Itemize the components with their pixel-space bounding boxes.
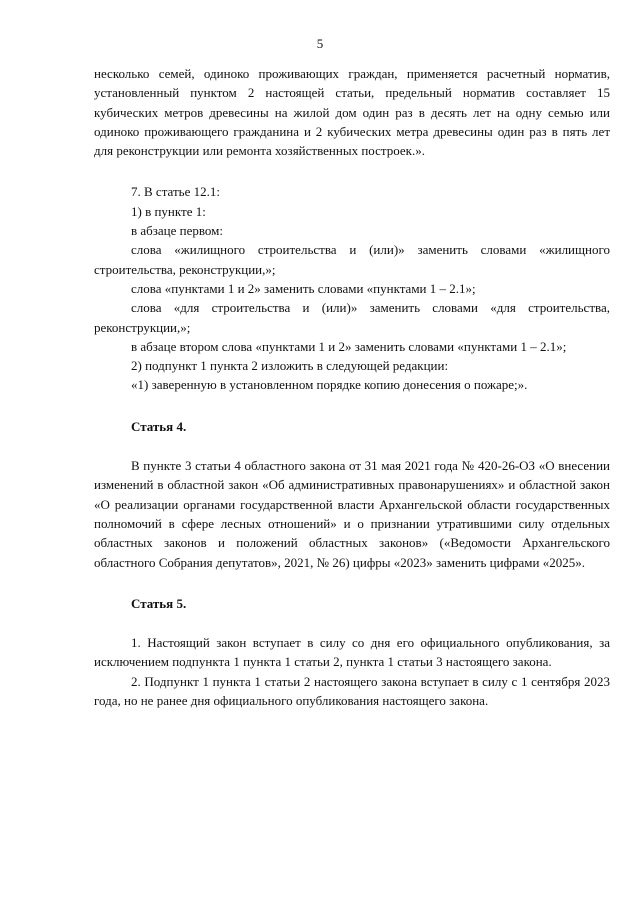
- paragraph-item-7: 7. В статье 12.1:: [131, 184, 220, 200]
- paragraph-first-abzats: в абзаце первом:: [131, 223, 224, 239]
- paragraph-continuation: несколько семей, одиноко проживающих граждан, применяется расчетный норматив, установленный пунктом 2 настоящей статьи, предельный норматив составляет 15 кубических метров древесины на жилой дом один раз в десять лет на одну семью или одиноко проживающего гражданина и 2 кубических метра древесины один раз в пять лет для реконструкции или ремонта хозяйственных построек.».: [94, 66, 610, 159]
- article-4-text: В пункте 3 статьи 4 областного закона от 31 мая 2021 года № 420-26-ОЗ «О внесении изменений в областной закон «Об административных правонарушениях» и областной закон «О реализации органами государственной власти Архангельской области государственных полномочий в сфере лесных отношений» и о признании утратившими силу отдельных областных законов и положений областных законов» («Ведомости Архангельского областного Собрания депутатов», 2021, № 26) цифры «2023» заменить цифрами «2025».: [94, 458, 610, 570]
- spacer: [94, 395, 610, 417]
- spacer: [94, 436, 610, 456]
- paragraph-subitem-1: 1) в пункте 1:: [131, 203, 206, 219]
- article-5-item-1: 1. Настоящий закон вступает в силу со дня его официального опубликования, за исключением подпункта 1 пункта 1 статьи 2, пункта 1 статьи 3 настоящего закона.: [94, 635, 610, 670]
- article-5-heading: Статья 5.: [131, 595, 187, 611]
- paragraph-subitem-2: 2) подпункт 1 пункта 2 изложить в следующей редакции:: [131, 358, 449, 374]
- document-body: [94, 64, 610, 710]
- paragraph-replace-construction: слова «для строительства и (или)» заменить словами «для строительства, реконструкции,»;: [94, 300, 610, 335]
- paragraph-replace-housing: слова «жилищного строительства и (или)» заменить словами «жилищного строительства, реконструкции,»;: [94, 242, 610, 277]
- article-4-heading: Статья 4.: [131, 418, 187, 434]
- spacer: [94, 572, 610, 594]
- paragraph-second-abzats: в абзаце втором слова «пунктами 1 и 2» заменить словами «пунктами 1 – 2.1»;: [131, 338, 567, 354]
- paragraph-fire-report: «1) заверенную в установленном порядке копию донесения о пожаре;».: [131, 377, 528, 393]
- spacer: [94, 160, 610, 182]
- paragraph-replace-points: слова «пунктами 1 и 2» заменить словами «пунктами 1 – 2.1»;: [131, 280, 476, 296]
- page-number: 5: [316, 36, 324, 51]
- article-5-item-2: 2. Подпункт 1 пункта 1 статьи 2 настоящего закона вступает в силу с 1 сентября 2023 года, но не ранее дня официального опубликования настоящего закона.: [94, 673, 610, 709]
- spacer: [94, 613, 610, 633]
